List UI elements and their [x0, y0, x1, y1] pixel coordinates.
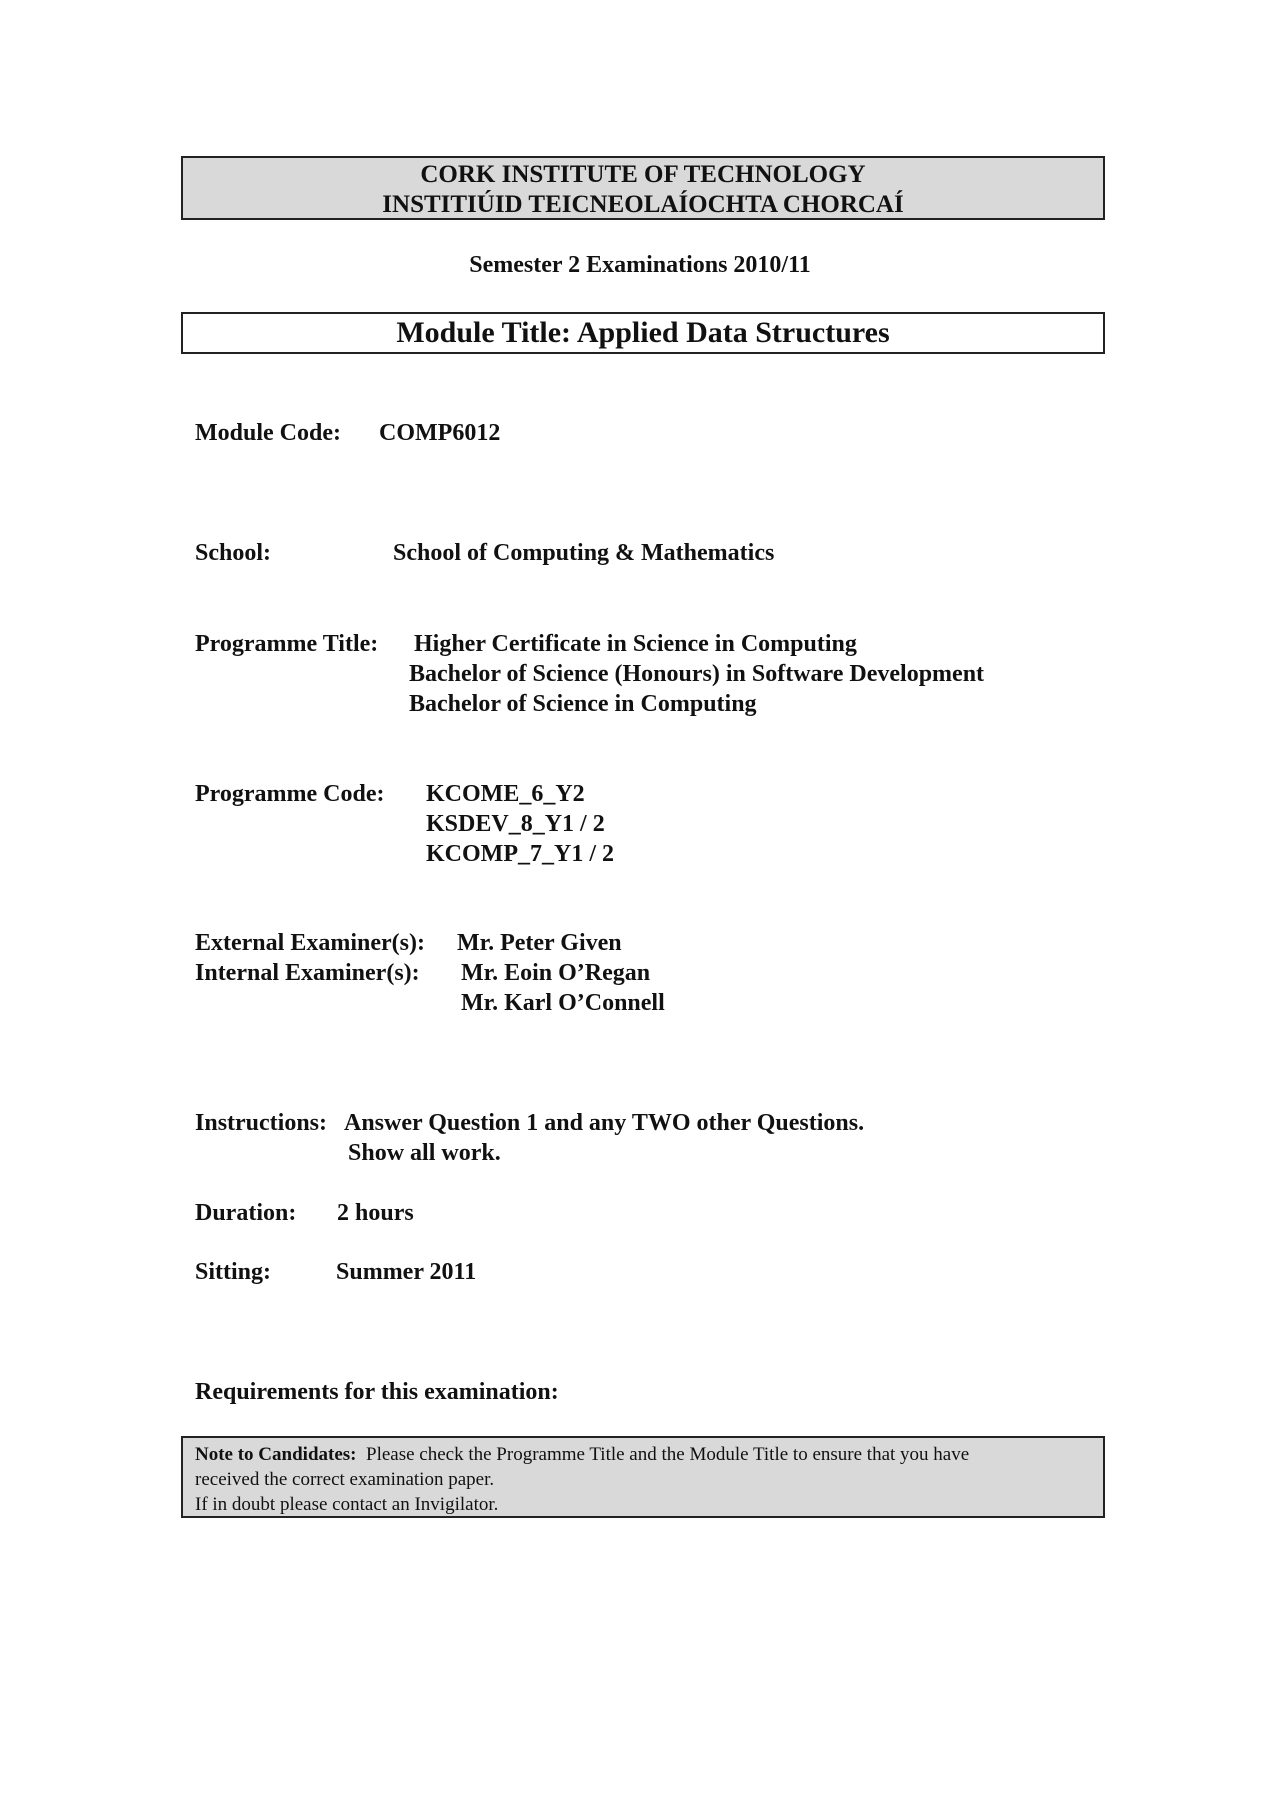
- duration-label: Duration:: [195, 1200, 297, 1226]
- note-to-candidates: [181, 1436, 1105, 1518]
- programme-title-1: Higher Certificate in Science in Computing: [414, 631, 857, 657]
- programme-code-2: KSDEV_8_Y1 / 2: [426, 811, 605, 837]
- note-text-3: If in doubt please contact an Invigilator.: [195, 1494, 499, 1515]
- sitting-label: Sitting:: [195, 1259, 272, 1285]
- internal-examiner-label: Internal Examiner(s):: [195, 960, 420, 986]
- instructions-line-2: Show all work.: [348, 1140, 501, 1166]
- programme-title-label: Programme Title:: [195, 631, 379, 657]
- module-code-value: COMP6012: [379, 420, 501, 446]
- school-label: School:: [195, 540, 272, 566]
- institution-name-ga: INSTITIÚID TEICNEOLAÍOCHTA CHORCAÍ: [382, 191, 904, 218]
- programme-code-1: KCOME_6_Y2: [426, 781, 585, 807]
- institution-name-en: CORK INSTITUTE OF TECHNOLOGY: [420, 161, 866, 188]
- instructions-line-1: Answer Question 1 and any TWO other Questions.: [344, 1110, 865, 1136]
- instructions-label: Instructions:: [195, 1110, 328, 1136]
- module-title: Module Title: Applied Data Structures: [181, 312, 1105, 354]
- duration-value: 2 hours: [337, 1200, 414, 1226]
- school-value: School of Computing & Mathematics: [393, 540, 775, 566]
- internal-examiner-1: Mr. Eoin O’Regan: [461, 960, 651, 986]
- semester-heading: Semester 2 Examinations 2010/11: [469, 252, 811, 278]
- programme-title-3: Bachelor of Science in Computing: [409, 691, 757, 717]
- programme-code-3: KCOMP_7_Y1 / 2: [426, 841, 614, 867]
- note-text-1: Please check the Programme Title and the Module Title to ensure that you have: [366, 1444, 970, 1465]
- module-code-label: Module Code:: [195, 420, 341, 446]
- note-text-2: received the correct examination paper.: [195, 1469, 495, 1490]
- programme-code-label: Programme Code:: [195, 781, 385, 807]
- external-examiner-value: Mr. Peter Given: [457, 930, 622, 956]
- note-label: Note to Candidates:: [195, 1444, 357, 1465]
- external-examiner-label: External Examiner(s):: [195, 930, 425, 956]
- requirements-heading: Requirements for this examination:: [195, 1379, 559, 1405]
- institution-header: [181, 156, 1105, 220]
- programme-title-2: Bachelor of Science (Honours) in Software Development: [409, 661, 985, 687]
- internal-examiner-2: Mr. Karl O’Connell: [461, 990, 665, 1016]
- note-line-1: [195, 1442, 1091, 1467]
- sitting-value: Summer 2011: [336, 1259, 477, 1285]
